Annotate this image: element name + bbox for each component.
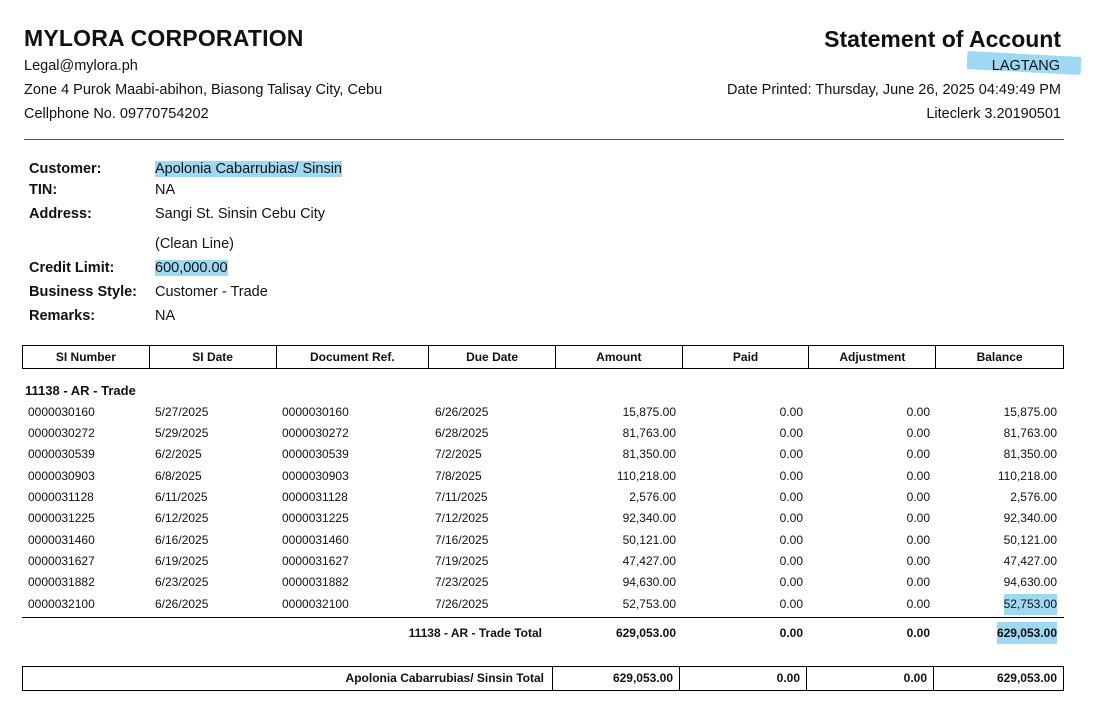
date-printed: Date Printed: Thursday, June 26, 2025 04:49:49 PM — [727, 82, 1061, 98]
company-email: Legal@mylora.ph — [24, 58, 138, 74]
due-date: 7/11/2025 — [435, 490, 488, 504]
document-ref: 0000030272 — [282, 426, 349, 440]
adjustment: 0.00 — [906, 426, 930, 440]
si-number: 0000031882 — [28, 575, 95, 589]
balance: 2,576.00 — [1010, 490, 1057, 504]
column-header-si-number: SI Number — [23, 346, 150, 368]
si-date: 6/8/2025 — [155, 469, 202, 483]
customer-total-paid: 0.00 — [679, 667, 806, 690]
paid: 0.00 — [779, 469, 803, 483]
column-header-document-ref: Document Ref. — [277, 346, 430, 368]
table-row — [22, 530, 1064, 551]
si-number: 0000031627 — [28, 554, 95, 568]
amount: 81,763.00 — [622, 426, 676, 440]
balance: 47,427.00 — [1003, 554, 1057, 568]
amount: 110,218.00 — [616, 469, 676, 483]
si-date: 6/19/2025 — [155, 554, 209, 568]
document-ref: 0000031882 — [282, 575, 349, 589]
table-row — [22, 402, 1064, 423]
account-group-title: 11138 - AR - Trade — [25, 383, 136, 398]
balance: 15,875.00 — [1003, 405, 1057, 419]
table-row — [22, 466, 1064, 487]
document-title: Statement of Account — [824, 26, 1061, 52]
balance: 81,763.00 — [1003, 426, 1057, 440]
paid: 0.00 — [779, 575, 803, 589]
adjustment: 0.00 — [906, 405, 930, 419]
si-date: 5/29/2025 — [155, 426, 209, 440]
balance: 52,753.00 — [1004, 594, 1057, 615]
header-divider — [24, 139, 1064, 140]
column-header-paid: Paid — [683, 346, 810, 368]
adjustment: 0.00 — [906, 490, 930, 504]
column-header-amount: Amount — [556, 346, 683, 368]
amount: 2,576.00 — [629, 490, 676, 504]
adjustment: 0.00 — [906, 554, 930, 568]
column-header-due-date: Due Date — [429, 346, 556, 368]
due-date: 7/23/2025 — [435, 575, 489, 589]
table-row — [22, 572, 1064, 593]
table-row — [22, 594, 1064, 615]
column-header-si-date: SI Date — [150, 346, 277, 368]
si-number: 0000030903 — [28, 469, 95, 483]
document-ref: 0000031627 — [282, 554, 349, 568]
customer-total-label: Apolonia Cabarrubias/ Sinsin Total — [345, 671, 544, 685]
column-header-adjustment: Adjustment — [809, 346, 936, 368]
address-value: Sangi St. Sinsin Cebu City — [155, 206, 326, 222]
si-number: 0000030160 — [28, 405, 95, 419]
subtotal-balance: 629,053.00 — [997, 622, 1057, 644]
company-address: Zone 4 Purok Maabi-abihon, Biasong Talisay City, Cebu — [24, 82, 383, 98]
customer-name: Apolonia Cabarrubias/ Sinsin — [155, 161, 342, 177]
paid: 0.00 — [779, 490, 803, 504]
si-date: 6/2/2025 — [155, 447, 202, 461]
document-ref: 0000031128 — [282, 490, 348, 504]
customer-total-amount: 629,053.00 — [552, 667, 679, 690]
paid: 0.00 — [779, 447, 803, 461]
branch-name — [991, 58, 1061, 74]
due-date: 7/19/2025 — [435, 554, 489, 568]
business-style-label: Business Style: — [29, 284, 137, 300]
document-ref: 0000031225 — [282, 511, 349, 525]
tin-label: TIN: — [29, 182, 58, 198]
due-date: 6/26/2025 — [435, 405, 489, 419]
subtotal-paid: 0.00 — [779, 626, 803, 640]
paid: 0.00 — [779, 597, 803, 611]
si-date: 6/11/2025 — [155, 490, 208, 504]
software-version: Liteclerk 3.20190501 — [926, 106, 1061, 122]
balance: 94,630.00 — [1003, 575, 1057, 589]
adjustment: 0.00 — [906, 469, 930, 483]
paid: 0.00 — [779, 533, 803, 547]
remarks-value: NA — [155, 308, 176, 324]
table-row — [22, 423, 1064, 444]
due-date: 6/28/2025 — [435, 426, 489, 440]
remarks-label: Remarks: — [29, 308, 96, 324]
amount: 94,630.00 — [622, 575, 676, 589]
subtotal-divider — [22, 617, 1064, 618]
adjustment: 0.00 — [906, 447, 930, 461]
si-number: 0000031128 — [28, 490, 94, 504]
adjustment: 0.00 — [906, 575, 930, 589]
document-ref: 0000031460 — [282, 533, 349, 547]
customer-label: Customer: — [29, 161, 102, 177]
table-header — [22, 345, 1064, 369]
balance: 110,218.00 — [997, 469, 1057, 483]
due-date: 7/16/2025 — [435, 533, 489, 547]
customer-total-adjustment: 0.00 — [806, 667, 933, 690]
credit-limit-value — [155, 260, 228, 276]
document-ref: 0000030539 — [282, 447, 349, 461]
table-row — [22, 551, 1064, 572]
table-row — [22, 487, 1064, 508]
si-date: 6/26/2025 — [155, 597, 209, 611]
paid: 0.00 — [779, 554, 803, 568]
adjustment: 0.00 — [906, 533, 930, 547]
amount: 52,753.00 — [622, 597, 676, 611]
balance: 81,350.00 — [1003, 447, 1057, 461]
paid: 0.00 — [779, 426, 803, 440]
credit-limit-amount: 600,000.00 — [155, 260, 228, 276]
address-label: Address: — [29, 206, 92, 222]
amount: 81,350.00 — [622, 447, 676, 461]
si-number: 0000032100 — [28, 597, 95, 611]
amount: 92,340.00 — [622, 511, 676, 525]
address-note: (Clean Line) — [155, 236, 234, 252]
subtotal-row — [22, 622, 1064, 644]
company-phone: Cellphone No. 09770754202 — [24, 106, 209, 122]
business-style-value: Customer - Trade — [155, 284, 268, 300]
amount: 50,121.00 — [622, 533, 676, 547]
due-date: 7/8/2025 — [435, 469, 482, 483]
amount: 47,427.00 — [622, 554, 676, 568]
adjustment: 0.00 — [906, 511, 930, 525]
customer-total-balance: 629,053.00 — [933, 667, 1063, 690]
tin-value: NA — [155, 182, 176, 198]
si-date: 6/12/2025 — [155, 511, 209, 525]
subtotal-label: 11138 - AR - Trade Total — [408, 626, 542, 640]
due-date: 7/2/2025 — [435, 447, 482, 461]
document-ref: 0000032100 — [282, 597, 349, 611]
balance: 92,340.00 — [1003, 511, 1057, 525]
si-date: 5/27/2025 — [155, 405, 209, 419]
si-date: 6/16/2025 — [155, 533, 209, 547]
due-date: 7/26/2025 — [435, 597, 489, 611]
subtotal-amount: 629,053.00 — [615, 626, 676, 640]
paid: 0.00 — [779, 405, 803, 419]
column-header-balance: Balance — [976, 350, 1023, 364]
paid: 0.00 — [779, 511, 803, 525]
document-ref: 0000030903 — [282, 469, 349, 483]
table-row — [22, 508, 1064, 529]
si-number: 0000030272 — [28, 426, 95, 440]
credit-limit-label: Credit Limit: — [29, 260, 115, 276]
si-number: 0000030539 — [28, 447, 95, 461]
subtotal-adjustment: 0.00 — [906, 626, 930, 640]
customer-value — [155, 161, 342, 177]
adjustment: 0.00 — [906, 597, 930, 611]
customer-total-row — [22, 666, 1064, 691]
due-date: 7/12/2025 — [435, 511, 489, 525]
si-number: 0000031460 — [28, 533, 95, 547]
document-ref: 0000030160 — [282, 405, 349, 419]
si-date: 6/23/2025 — [155, 575, 209, 589]
branch-name-text: LAGTANG — [991, 58, 1060, 74]
balance: 50,121.00 — [1003, 533, 1057, 547]
table-row — [22, 444, 1064, 465]
amount: 15,875.00 — [622, 405, 676, 419]
company-name: MYLORA CORPORATION — [24, 25, 304, 51]
si-number: 0000031225 — [28, 511, 95, 525]
